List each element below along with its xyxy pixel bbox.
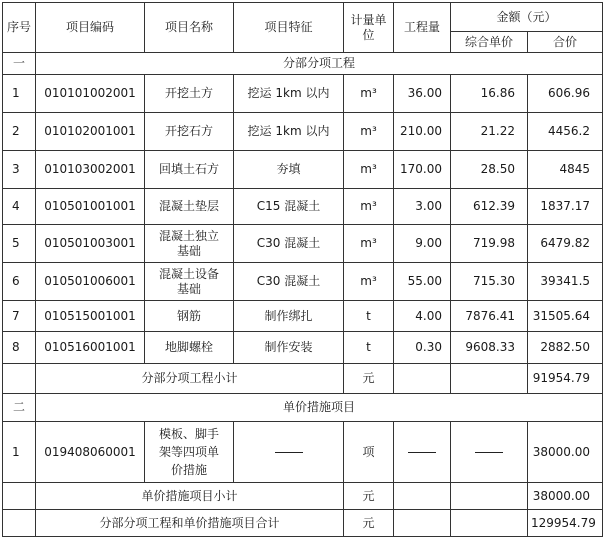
- row-unit-price: 9608.33: [451, 332, 528, 364]
- row-total: 4456.2: [528, 113, 603, 151]
- row-unit-price-dash: [451, 422, 528, 483]
- row-total: 4845: [528, 151, 603, 189]
- row-feature: C30 混凝土: [234, 225, 344, 263]
- row-seq: 7: [3, 301, 36, 332]
- section-title: 分部分项工程: [36, 53, 603, 75]
- row-name: 混凝土设备基础: [145, 263, 234, 301]
- table-row: [3, 422, 603, 483]
- row-quantity: 4.00: [394, 301, 451, 332]
- row-total: 2882.50: [528, 332, 603, 364]
- subtotal-total: 91954.79: [528, 364, 603, 394]
- subtotal-label: 单价措施项目小计: [36, 483, 344, 510]
- header-seq: 序号: [3, 3, 36, 53]
- row-name: 模板、脚手架等四项单价措施: [145, 422, 234, 483]
- row-code: 010101002001: [36, 75, 145, 113]
- row-quantity: 9.00: [394, 225, 451, 263]
- subtotal-row: [3, 364, 603, 394]
- row-code: 010516001001: [36, 332, 145, 364]
- row-feature: 挖运 1km 以内: [234, 75, 344, 113]
- section-number: 一: [3, 53, 36, 75]
- table-row: [3, 301, 603, 332]
- subtotal-total: 38000.00: [528, 483, 603, 510]
- row-name: 回填土石方: [145, 151, 234, 189]
- table-row: [3, 113, 603, 151]
- row-unit: t: [344, 301, 394, 332]
- grand-total-unit: 元: [344, 510, 394, 537]
- row-total: 38000.00: [528, 422, 603, 483]
- row-name: 开挖土方: [145, 75, 234, 113]
- row-name: 混凝土独立基础: [145, 225, 234, 263]
- row-seq: 8: [3, 332, 36, 364]
- section-number: 二: [3, 394, 36, 422]
- row-name: 钢筋: [145, 301, 234, 332]
- row-unit-price: 21.22: [451, 113, 528, 151]
- row-seq: 1: [3, 422, 36, 483]
- table-row: [3, 75, 603, 113]
- row-name: 地脚螺栓: [145, 332, 234, 364]
- row-name: 混凝土垫层: [145, 189, 234, 225]
- grand-total-value: 129954.79: [528, 510, 603, 537]
- row-total: 39341.5: [528, 263, 603, 301]
- row-feature: C15 混凝土: [234, 189, 344, 225]
- row-unit-price: 28.50: [451, 151, 528, 189]
- grand-total-row: [3, 510, 603, 537]
- table-row: [3, 263, 603, 301]
- row-seq: 4: [3, 189, 36, 225]
- subtotal-unit: 元: [344, 483, 394, 510]
- row-unit: m³: [344, 263, 394, 301]
- row-feature: 夯填: [234, 151, 344, 189]
- row-unit: m³: [344, 151, 394, 189]
- row-feature: C30 混凝土: [234, 263, 344, 301]
- row-total: 31505.64: [528, 301, 603, 332]
- header-amount: 金额（元）: [451, 3, 603, 32]
- row-quantity: 36.00: [394, 75, 451, 113]
- row-seq: 2: [3, 113, 36, 151]
- subtotal-unit: 元: [344, 364, 394, 394]
- grand-total-label: 分部分项工程和单价措施项目合计: [36, 510, 344, 537]
- subtotal-row: [3, 483, 603, 510]
- row-unit-price: 16.86: [451, 75, 528, 113]
- row-unit: m³: [344, 189, 394, 225]
- row-unit: 项: [344, 422, 394, 483]
- row-feature: 挖运 1km 以内: [234, 113, 344, 151]
- row-code: 010501001001: [36, 189, 145, 225]
- row-quantity-dash: [394, 422, 451, 483]
- header-unit: 计量单位: [344, 3, 394, 53]
- row-seq: 3: [3, 151, 36, 189]
- row-name: 开挖石方: [145, 113, 234, 151]
- row-unit: m³: [344, 225, 394, 263]
- row-unit-price: 7876.41: [451, 301, 528, 332]
- row-unit: t: [344, 332, 394, 364]
- header-code: 项目编码: [36, 3, 145, 53]
- subtotal-label: 分部分项工程小计: [36, 364, 344, 394]
- table-row: [3, 151, 603, 189]
- row-total: 1837.17: [528, 189, 603, 225]
- row-code: 010103002001: [36, 151, 145, 189]
- row-unit: m³: [344, 113, 394, 151]
- header-feature: 项目特征: [234, 3, 344, 53]
- row-code: 010102001001: [36, 113, 145, 151]
- section-title: 单价措施项目: [36, 394, 603, 422]
- row-feature-dash: [234, 422, 344, 483]
- row-code: 010515001001: [36, 301, 145, 332]
- row-quantity: 170.00: [394, 151, 451, 189]
- row-total: 6479.82: [528, 225, 603, 263]
- row-quantity: 55.00: [394, 263, 451, 301]
- header-total: 合价: [528, 32, 603, 53]
- row-code: 019408060001: [36, 422, 145, 483]
- section-header: [3, 394, 603, 422]
- header-quantity: 工程量: [394, 3, 451, 53]
- row-seq: 6: [3, 263, 36, 301]
- row-unit-price: 715.30: [451, 263, 528, 301]
- section-header: [3, 53, 603, 75]
- row-unit: m³: [344, 75, 394, 113]
- bill-of-quantities-table: [2, 2, 603, 537]
- row-quantity: 3.00: [394, 189, 451, 225]
- row-quantity: 210.00: [394, 113, 451, 151]
- table-row: [3, 189, 603, 225]
- row-feature: 制作绑扎: [234, 301, 344, 332]
- table-row: [3, 225, 603, 263]
- row-quantity: 0.30: [394, 332, 451, 364]
- row-total: 606.96: [528, 75, 603, 113]
- row-seq: 1: [3, 75, 36, 113]
- row-unit-price: 719.98: [451, 225, 528, 263]
- header-unit-price: 综合单价: [451, 32, 528, 53]
- row-code: 010501003001: [36, 225, 145, 263]
- row-seq: 5: [3, 225, 36, 263]
- header-name: 项目名称: [145, 3, 234, 53]
- row-unit-price: 612.39: [451, 189, 528, 225]
- row-feature: 制作安装: [234, 332, 344, 364]
- row-code: 010501006001: [36, 263, 145, 301]
- table-row: [3, 332, 603, 364]
